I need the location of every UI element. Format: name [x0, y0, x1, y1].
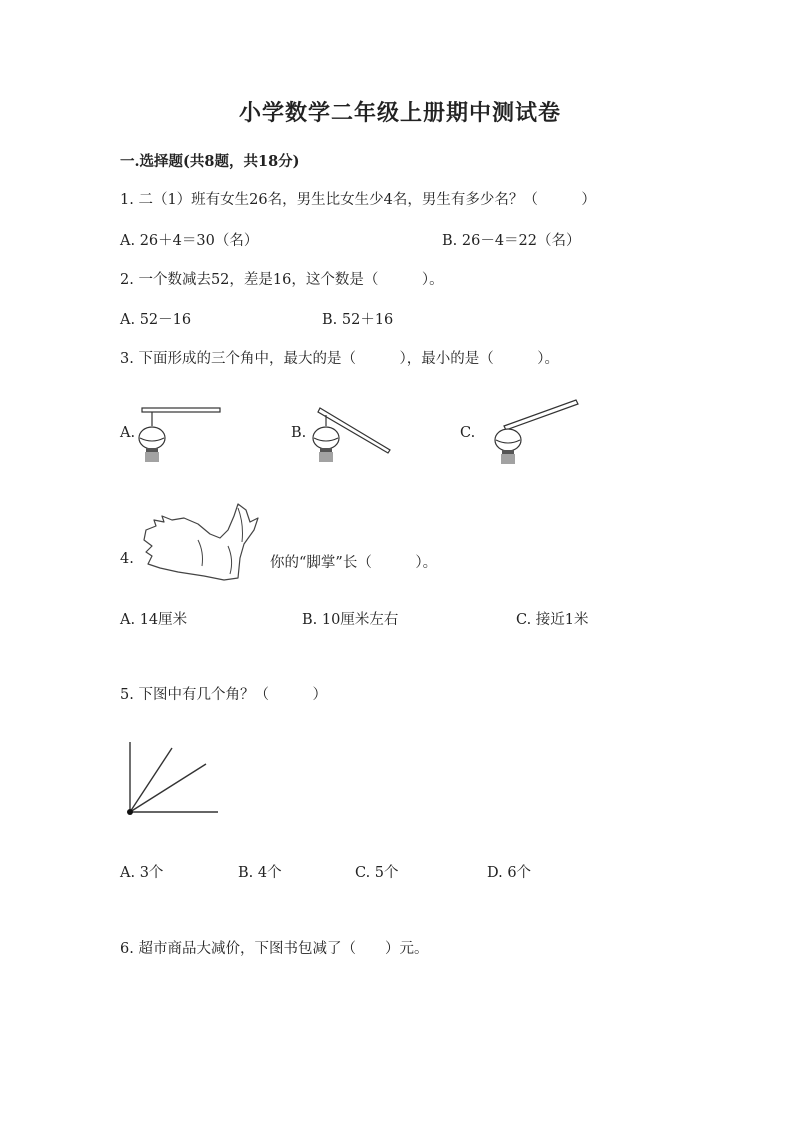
- section-heading: 一.选择题(共8题，共18分): [120, 153, 300, 170]
- angle-rays-figure: [122, 740, 222, 820]
- question-4-number: 4.: [120, 551, 134, 567]
- lantern-angle-b-figure: [306, 404, 396, 468]
- lantern-angle-a-figure: [136, 404, 226, 468]
- foot-sketch-figure: [138, 500, 268, 585]
- question-2-option-b[interactable]: B. 52＋16: [322, 312, 394, 328]
- question-1-stem: 1. 二（1）班有女生26名，男生比女生少4名，男生有多少名？（ ）: [120, 192, 596, 208]
- question-5-option-a[interactable]: A. 3个: [120, 865, 164, 881]
- question-4-option-c[interactable]: C. 接近1米: [516, 612, 589, 628]
- question-2-stem: 2. 一个数减去52，差是16，这个数是（ ）。: [120, 272, 444, 288]
- question-2-option-a[interactable]: A. 52－16: [120, 312, 192, 328]
- question-3-option-c[interactable]: C.: [460, 425, 476, 441]
- question-5-option-c[interactable]: C. 5个: [355, 865, 399, 881]
- question-4-stem: 你的“脚掌”长（ ）。: [270, 555, 438, 571]
- question-1-option-a[interactable]: A. 26＋4＝30（名）: [120, 233, 259, 249]
- question-3-option-b[interactable]: B.: [291, 425, 307, 441]
- question-5-stem: 5. 下图中有几个角？（ ）: [120, 687, 327, 703]
- question-4-option-b[interactable]: B. 10厘米左右: [302, 612, 399, 628]
- question-4-option-a[interactable]: A. 14厘米: [120, 612, 188, 628]
- question-3-stem: 3. 下面形成的三个角中，最大的是（ ），最小的是（ ）。: [120, 351, 559, 367]
- lantern-angle-c-figure: [490, 396, 585, 468]
- question-3-option-a[interactable]: A.: [120, 425, 136, 441]
- question-5-option-b[interactable]: B. 4个: [238, 865, 282, 881]
- page-title: 小学数学二年级上册期中测试卷: [238, 100, 561, 126]
- question-5-option-d[interactable]: D. 6个: [487, 865, 532, 881]
- question-1-option-b[interactable]: B. 26－4＝22（名）: [442, 233, 581, 249]
- question-6-stem: 6. 超市商品大减价，下图书包减了（ ）元。: [120, 941, 429, 957]
